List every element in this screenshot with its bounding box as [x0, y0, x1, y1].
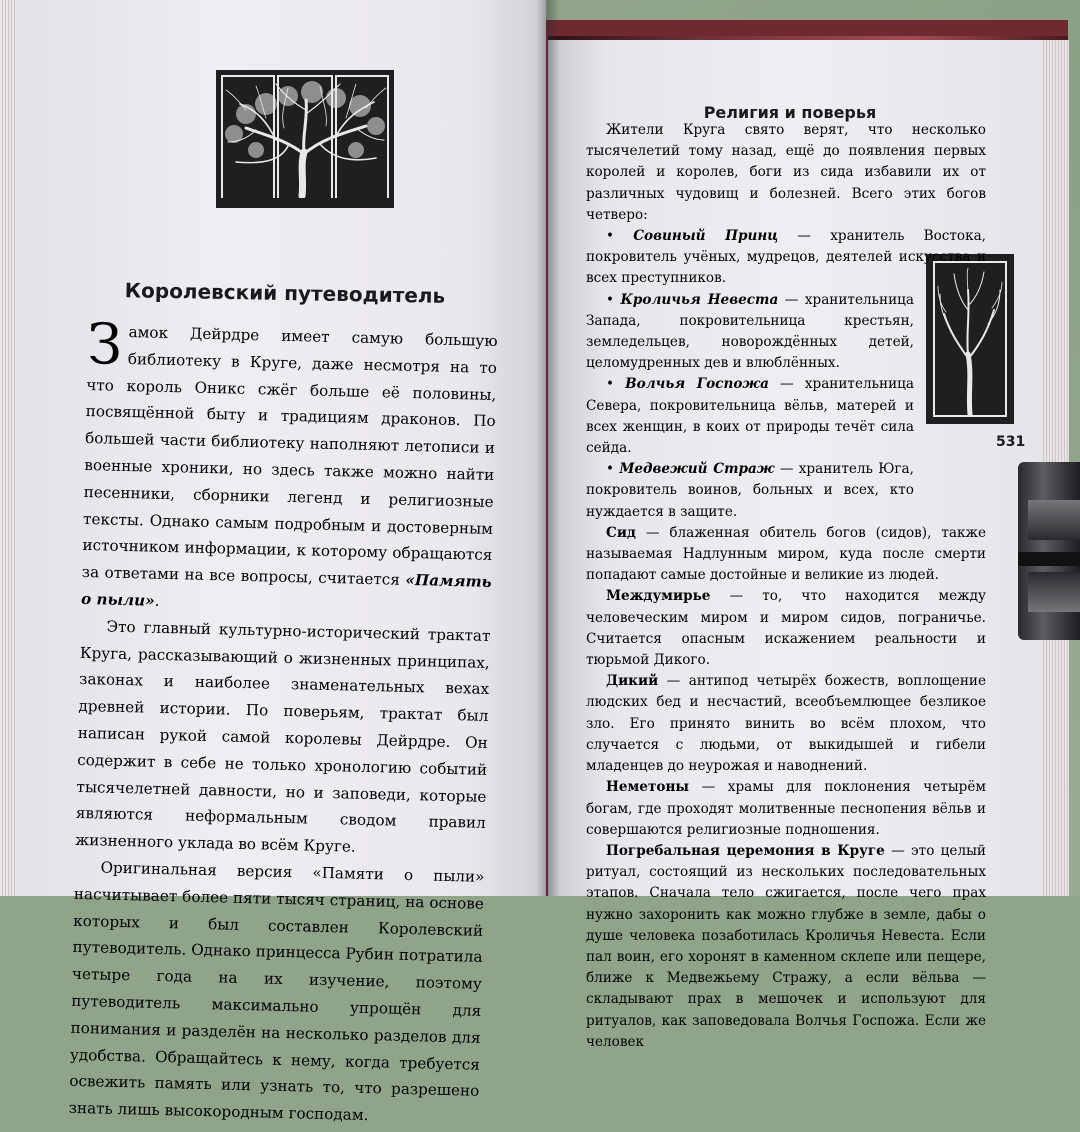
tree-icon: [216, 70, 394, 208]
paragraph: Это главный культурно-исторический трактат Круга, рассказывающий о жизненных принципах, законах и наиболее знаменательных вехах древней истории. По поверьям, трактат был написан рукой самой королевы Дейрдре. Он содержит в себе не только хронологию событий тысячелетней давности, но и заповеди, которые являются неформальным сводом правил жизненного уклада во всём Круге.: [75, 617, 491, 856]
term-dikiy: Дикий — антипод четырёх божеств, воплощение людских бед и несчастий, всеобъемлющее безликое зло. Его принято винить во всём плохом, что случается с людьми, от выкидышей и гибели младенцев до неурожая и наводнений.: [586, 673, 986, 775]
binder-clip-bar: [1018, 552, 1080, 566]
paragraph: Замок Дейрдре имеет самую большую библиотеку в Круге, даже несмотря на то что король Оникс сжёг больше её половины, посвящённой быту и традициям драконов. По большей части библиотеку наполняют летописи и военные хроники, но здесь также можно найти песенники, сборники легенд и религиозные тексты. Однако самым подробным и достоверным источником информации, к которому обращаются за ответами на все вопросы, считается «Память о пыли».: [80, 312, 498, 610]
right-page-text: [586, 120, 986, 1053]
binder-clip-handle-bottom: [1028, 572, 1080, 612]
drop-cap: З: [86, 312, 124, 378]
term-funeral: Погребальная церемония в Круге — это целый ритуал, состоящий из нескольких последовательных этапов. Сначала тело сжигается, после чего прах нужно захоронить как можно глубже в земле, дабы о душе человека позаботилась Кроличья Невеста. Если пал воин, его хоронят в каменном склепе или пещере, ближе к Медвежьему Стражу, а если вёльва — складывают прах в мешочек и используют для ритуалов, как заповедовала Волчья Госпожа. Если же человек: [586, 842, 986, 1050]
left-page-text: [68, 312, 498, 1132]
paragraph: Оригинальная версия «Памяти о пыли» насчитывает более пяти тысяч страниц, на основе которых и был составлен Королевский путеводитель. Однако принцесса Рубин потратила четыре года на их изучение, поэтому путеводитель максимально упрощён для понимания и разделён на несколько разделов для удобства. Обращайтесь к нему, когда требуется освежить память или узнать то, что разрешено знать лишь высокородным господам.: [68, 858, 485, 1125]
god-item-owl-prince: • Совиный Принц — хранитель Востока, покровитель учёных, мудрецов, деятелей искусства и всех преступников.: [586, 228, 987, 287]
page-edges-left: [0, 0, 16, 896]
chapter-title: Королевский путеводитель: [124, 278, 446, 309]
book-reference: «Память о пыли»: [80, 571, 492, 610]
binder-clip-handle-top: [1028, 500, 1080, 540]
binder-clip: [1018, 462, 1080, 640]
term-sid: Сид — блаженная обитель богов (сидов), также называемая Надлунным миром, куда после смерти попадают самые достойные и великие из людей.: [586, 524, 986, 584]
page-number: 531: [996, 434, 1026, 450]
term-nemetony: Неметоны — храмы для поклонения четырём богам, где проходят молитвенные песнопения вёльв и совершаются религиозные подношения.: [586, 779, 986, 838]
god-item-rabbit-bride: • Кроличья Невеста — хранительница Запада, покровительница крестьян, земледельцев, новорождённых детей, целомудренных дев и влюблённых.: [586, 291, 914, 372]
intro-paragraph: Жители Круга свято верят, что несколько тысячелетий тому назад, ещё до появления первых королей и королев, боги из сида избавили их от различных чудовищ и болезней. Всего этих богов четверо:: [586, 122, 986, 223]
god-item-wolf-lady: • Волчья Госпожа — хранительница Севера, покровительница вёльв, матерей и всех женщин, в коих от природы течёт сила сейда.: [586, 376, 914, 457]
god-item-bear-guardian: • Медвежий Страж — хранитель Юга, покровитель воинов, больных и всех, кто нуждается в защите.: [586, 461, 914, 520]
term-mezhdumirye: Междумирье — то, что находится между человеческим миром и миром сидов, пограничье. Считается опасным искажением реальности и тюрьмой Дикого.: [586, 588, 986, 669]
tree-triptych-image: [216, 70, 394, 208]
section-title: Религия и поверья: [703, 103, 877, 123]
